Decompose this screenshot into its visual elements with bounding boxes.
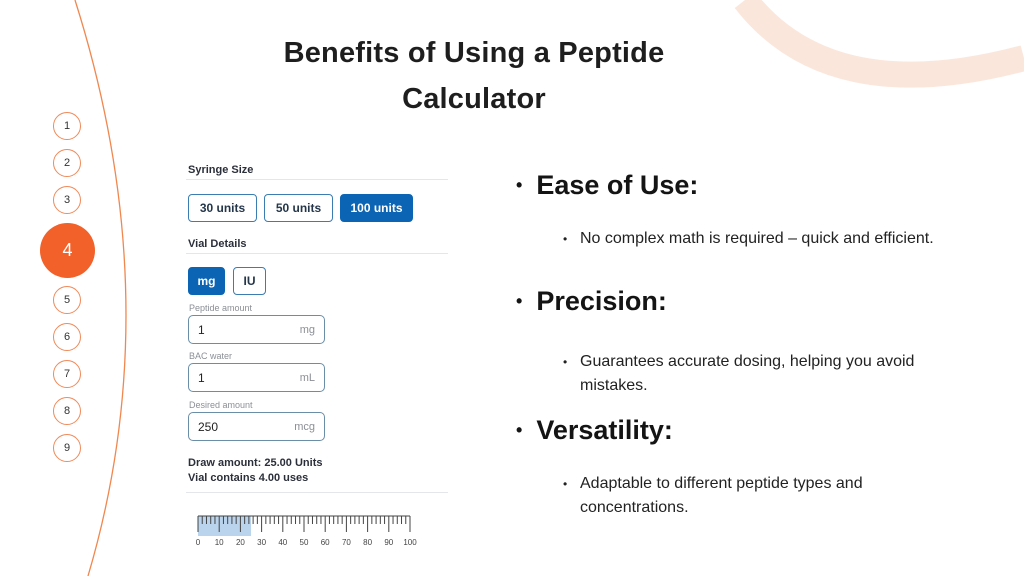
scale-tick-label: 70 [341,538,351,547]
unit-iu-button[interactable]: IU [233,267,266,295]
step-2[interactable]: 2 [53,149,81,177]
step-6[interactable]: 6 [53,323,81,351]
benefit-heading-precision: • Precision: [516,286,667,316]
step-7[interactable]: 7 [53,360,81,388]
desired-amount-unit: mcg [294,420,315,433]
syringe-scale [186,510,448,550]
scale-tick-label: 100 [403,538,417,547]
bac-water-label: BAC water [189,351,233,361]
divider [186,492,448,493]
benefit-detail-ease: • No complex math is required – quick and efficient. [563,230,934,247]
peptide-amount-value: 1 [198,322,205,337]
scale-tick-label: 80 [363,538,373,547]
peptide-amount-label: Peptide amount [189,303,253,313]
bac-water-value: 1 [198,370,205,385]
scale-tick-label: 20 [235,538,245,547]
peptide-amount-unit: mg [299,323,315,336]
scale-tick-label: 30 [257,538,267,547]
draw-amount-text: Draw amount: 25.00 Units [188,457,323,469]
slide-title: Benefits of Using a Peptide Calculator [283,37,665,115]
step-1[interactable]: 1 [53,112,81,140]
peptide-amount-input[interactable] [188,315,325,344]
bac-water-input[interactable] [188,363,325,392]
benefit-detail-precision: • Guarantees accurate dosing, helping you avoid mistakes. [563,353,915,394]
draw-fill [198,516,251,536]
syringe-30-button[interactable]: 30 units [188,194,257,222]
scale-tick-label: 10 [214,538,224,547]
benefit-detail-versatility: • Adaptable to different peptide types and concentrations. [563,475,863,516]
scale-tick-label: 0 [195,538,201,547]
desired-amount-value: 250 [198,419,219,434]
benefit-heading-ease: • Ease of Use: [516,170,699,200]
step-8[interactable]: 8 [53,397,81,425]
desired-amount-label: Desired amount [189,400,253,410]
vial-contains-text: Vial contains 4.00 uses [188,472,309,484]
benefit-heading-versatility: • Versatility: [516,415,673,445]
syringe-100-button[interactable]: 100 units [340,194,413,222]
scale-tick-label: 90 [384,538,394,547]
unit-mg-button[interactable]: mg [188,267,225,295]
divider [186,253,448,254]
vial-details-label: Vial Details [188,238,247,250]
step-5[interactable]: 5 [53,286,81,314]
scale-tick-label: 40 [278,538,288,547]
scale-tick-label: 50 [299,538,309,547]
divider [186,179,448,180]
desired-amount-input[interactable] [188,412,325,441]
syringe-50-button[interactable]: 50 units [264,194,333,222]
step-4-active[interactable]: 4 [40,223,95,278]
syringe-size-label: Syringe Size [188,164,254,176]
step-3[interactable]: 3 [53,186,81,214]
scale-tick-label: 60 [320,538,330,547]
step-9[interactable]: 9 [53,434,81,462]
bac-water-unit: mL [299,371,315,384]
